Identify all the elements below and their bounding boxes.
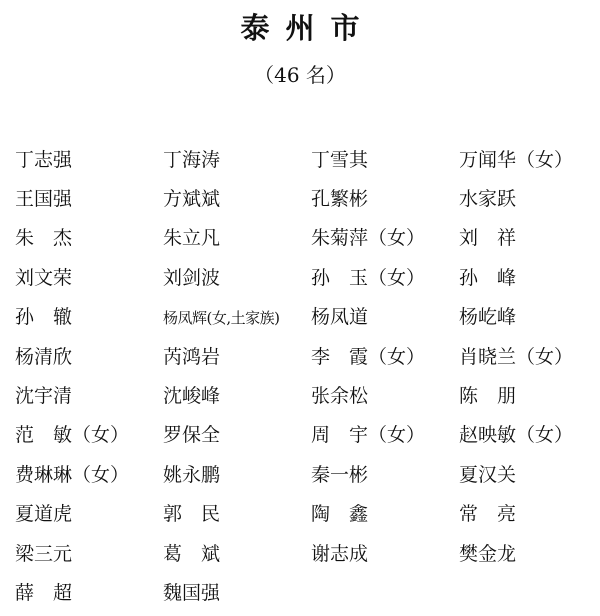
name-entry: 刘 祥	[459, 227, 517, 250]
name-entry: 孙 辙	[15, 306, 73, 329]
name-entry: 郭 民	[163, 503, 221, 526]
name-list	[15, 140, 600, 613]
name-entry: 沈峻峰	[163, 385, 221, 408]
name-entry: 芮鸿岩	[163, 345, 221, 368]
name-entry: 周 宇（女）	[311, 424, 426, 447]
name-entry: 万闻华（女）	[459, 148, 574, 171]
name-entry: 梁三元	[15, 542, 73, 565]
name-entry: 陶 鑫	[311, 503, 369, 526]
name-entry	[163, 304, 311, 331]
name-entry: 赵映敏（女）	[459, 424, 574, 447]
name-entry: 张余松	[311, 385, 369, 408]
name-entry: 夏汉关	[459, 463, 517, 486]
name-entry: 陈 朋	[459, 385, 517, 408]
name-entry: 沈宇清	[15, 385, 73, 408]
name-entry: 薛 超	[15, 581, 73, 604]
name-entry: 葛 斌	[163, 542, 221, 565]
name-entry: 魏国强	[163, 581, 221, 604]
name-entry: 丁志强	[15, 148, 73, 171]
name-entry: 刘剑波	[163, 266, 221, 289]
page-title: 泰州市	[240, 11, 376, 45]
name-entry: 丁雪其	[311, 148, 369, 171]
name-entry: 秦一彬	[311, 463, 369, 486]
name-entry: 丁海涛	[163, 148, 221, 171]
name-entry: 孙 峰	[459, 266, 517, 289]
name-entry: 李 霞（女）	[311, 345, 426, 368]
name-entry: 孔繁彬	[311, 188, 369, 211]
name-entry: 水家跃	[459, 188, 517, 211]
name-entry: 姚永鹏	[163, 463, 221, 486]
name-entry: 孙 玉（女）	[311, 266, 426, 289]
name-entry: 刘文荣	[15, 266, 73, 289]
name-entry: 朱菊萍（女）	[311, 227, 426, 250]
name-entry: 朱 杰	[15, 227, 73, 250]
name-text: 杨凤辉(女,土家族)	[163, 308, 280, 327]
name-entry: 费琳琳（女）	[15, 463, 130, 486]
member-count: （46 名）	[254, 63, 346, 87]
name-entry: 王国强	[15, 188, 73, 211]
name-entry: 常 亮	[459, 503, 517, 526]
name-entry: 罗保全	[163, 424, 221, 447]
name-entry: 樊金龙	[459, 542, 517, 565]
name-entry: 朱立凡	[163, 227, 221, 250]
name-entry: 谢志成	[311, 542, 369, 565]
name-entry: 杨清欣	[15, 345, 73, 368]
name-entry: 夏道虎	[15, 503, 73, 526]
name-entry: 杨凤道	[311, 306, 369, 329]
name-entry: 杨屹峰	[459, 306, 517, 329]
name-entry: 范 敏（女）	[15, 424, 130, 447]
name-entry: 方斌斌	[163, 188, 221, 211]
name-entry: 肖晓兰（女）	[459, 345, 574, 368]
